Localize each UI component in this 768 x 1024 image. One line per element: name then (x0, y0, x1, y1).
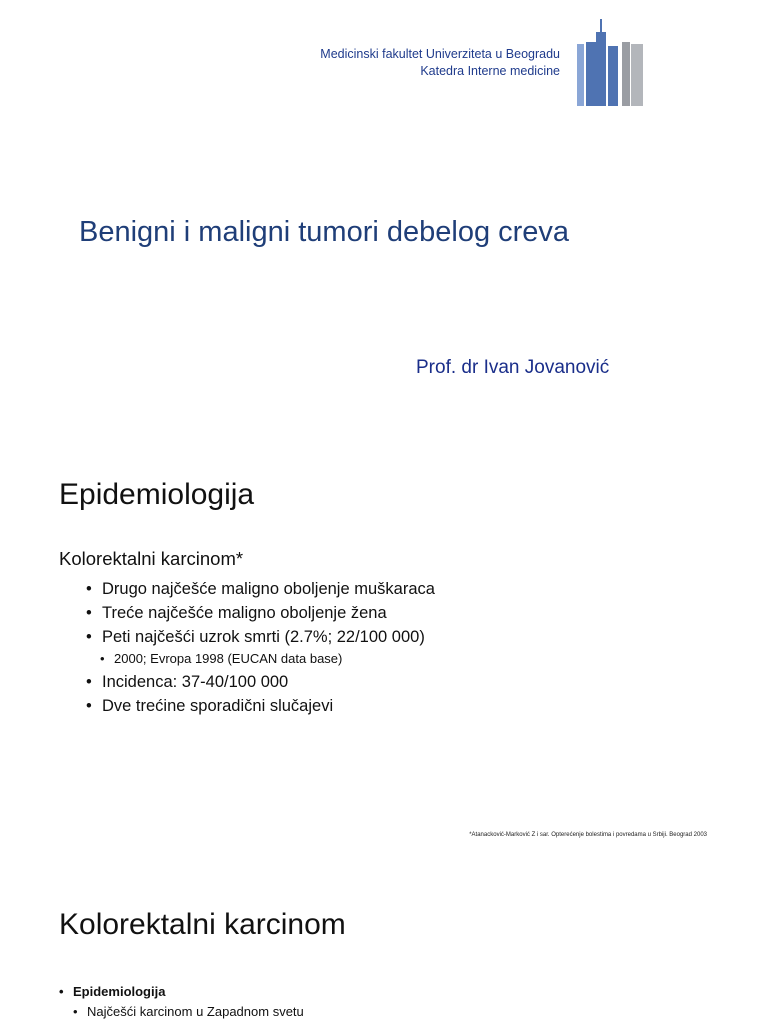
list-item: • Treće najčešće maligno oboljenje žena (86, 601, 706, 625)
sub-bullet-list (73, 1002, 699, 1022)
list-item: • Drugo najčešće maligno oboljenje muškaraca (86, 577, 706, 601)
slide-heading: Kolorektalni karcinom (59, 908, 346, 941)
slide-epidemiology (0, 432, 768, 864)
department-name: Katedra Interne medicine (420, 64, 560, 78)
institution-header (320, 46, 560, 80)
university-building-logo-icon (574, 14, 648, 108)
presentation-title: Benigni i maligni tumori debelog creva (79, 216, 570, 248)
sub-list-item: • Najčešći karcinom u Zapadnom svetu (73, 1002, 699, 1022)
sub-bullet-list (100, 649, 706, 668)
topic-label: Kolorektalni karcinom* (59, 548, 244, 569)
list-item: • Incidenca: 37-40/100 000 (86, 670, 706, 694)
list-item-text: Peti najčešći uzrok smrti (2.7%; 22/100 000) (102, 628, 425, 646)
list-item: • Dve trećine sporadični slučajevi (86, 694, 706, 718)
institution-name: Medicinski fakultet Univerziteta u Beogradu (320, 47, 560, 61)
list-item: • Epidemiologija (59, 982, 699, 1002)
slide-heading: Epidemiologija (59, 478, 255, 511)
slide-colorectal-carcinoma (0, 864, 768, 1024)
bullet-list (59, 982, 699, 1022)
slide-title-page (0, 0, 768, 432)
author-name: Prof. dr Ivan Jovanović (416, 357, 610, 378)
footnote-citation: *Atanacković-Marković Z i sar. Opterećenje bolestima i povredama u Srbiji. Beograd 2003 (469, 832, 707, 838)
bullet-list (86, 577, 706, 718)
list-item (86, 625, 706, 649)
sub-list-item: • 2000; Evropa 1998 (EUCAN data base) (100, 649, 706, 668)
